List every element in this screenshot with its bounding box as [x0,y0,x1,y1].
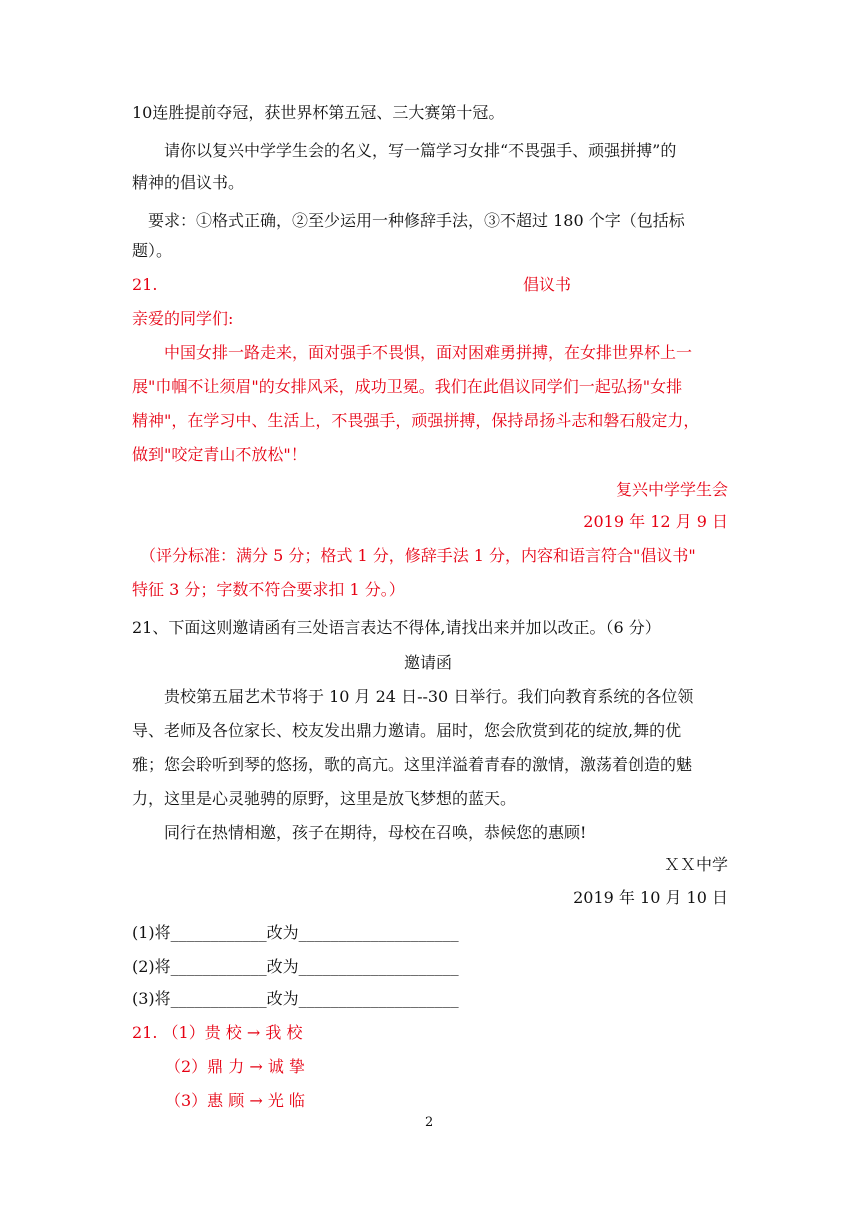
blank-line-1: (1)将____________改为____________________ [132,923,459,942]
blank-line-2: (2)将____________改为____________________ [132,957,459,976]
invitation-closing: 同行在热情相邀，孩子在期待，母校在召唤，恭候您的惠顾! [164,823,587,842]
invitation-answer-line-3: （3）惠 顾 → 光 临 [165,1091,305,1110]
answer-number: 21. [132,275,158,294]
answer-body-line-3: 精神"，在学习中、生活上，不畏强手，顽强拼搏，保持昂扬斗志和磐石般定力， [132,411,700,430]
invitation-body-line-1: 贵校第五届艺术节将于 10 月 24 日--30 日举行。我们向教育系统的各位领 [164,687,694,706]
scoring-line-1: （评分标准：满分 5 分；格式 1 分，修辞手法 1 分，内容和语言符合"倡议书" [140,546,696,565]
invitation-answer-line-2: （2）鼎 力 → 诚 挚 [165,1057,305,1076]
requirement-line-1: 要求：①格式正确，②至少运用一种修辞手法，③不超过 180 个字（包括标 [148,211,685,230]
page-number: 2 [425,1115,434,1130]
prompt-line-1: 请你以复兴中学学生会的名义，写一篇学习女排“不畏强手、顽强拼搏”的 [164,141,677,160]
answer-body-line-2: 展"巾帼不让须眉"的女排风采，成功卫冕。我们在此倡议同学们一起弘扬"女排 [132,377,683,396]
requirement-line-2: 题）。 [132,241,173,260]
invitation-question: 21、下面这则邀请函有三处语言表达不得体,请找出来并加以改正。（6 分） [132,618,661,637]
answer-body-line-1: 中国女排一路走来，面对强手不畏惧，面对困难勇拼搏，在女排世界杯上一 [164,343,693,362]
answer-letter-title: 倡议书 [523,275,572,294]
prompt-line-2: 精神的倡议书。 [132,173,245,192]
context-line: 10连胜提前夺冠，获世界杯第五冠、三大赛第十冠。 [132,103,505,122]
invitation-body-line-3: 雅；您会聆听到琴的悠扬，歌的高亢。这里洋溢着青春的激情，激荡着创造的魅 [132,755,693,774]
invitation-body-line-4: 力，这里是心灵驰骋的原野，这里是放飞梦想的蓝天。 [132,789,517,808]
invitation-body-line-2: 导、老师及各位家长、校友发出鼎力邀请。届时，您会欣赏到花的绽放,舞的优 [132,721,682,740]
answer-salutation: 亲爱的同学们: [132,309,234,328]
scoring-line-2: 特征 3 分；字数不符合要求扣 1 分。） [132,580,405,599]
invitation-answer-line-1: 21. （1）贵 校 → 我 校 [132,1023,303,1042]
invitation-date: 2019 年 10 月 10 日 [573,888,728,907]
answer-date: 2019 年 12 月 9 日 [583,512,728,531]
invitation-title: 邀请函 [404,653,453,672]
invitation-sender: ＸＸ中学 [663,855,728,874]
blank-line-3: (3)将____________改为____________________ [132,989,459,1008]
answer-body-line-4: 做到"咬定青山不放松"！ [132,445,307,464]
answer-signature: 复兴中学学生会 [615,480,728,499]
